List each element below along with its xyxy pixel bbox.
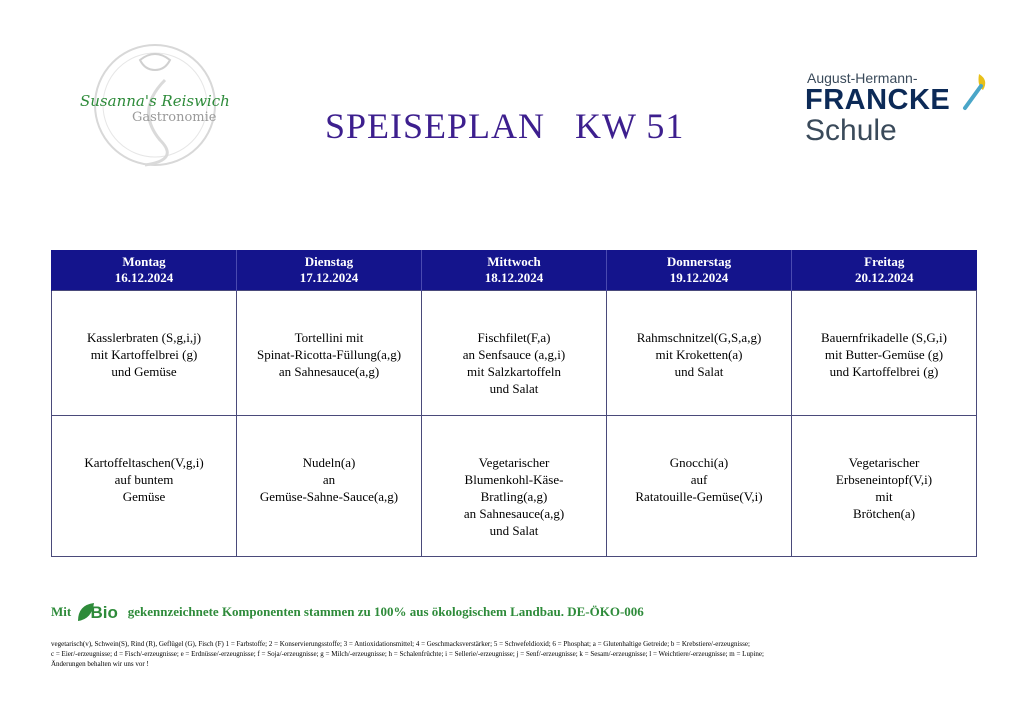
logo-susannas-reiswich xyxy=(70,40,240,170)
logo-francke-schule xyxy=(805,70,1005,150)
menu-line: Rahmschnitzel(G,S,a,g) xyxy=(636,330,762,345)
menu-line: Brötchen(a) xyxy=(852,506,916,521)
logo-right-mid: FRANCKE xyxy=(805,84,951,116)
menu-cell xyxy=(52,291,237,416)
logo-left-sub: Gastronomie xyxy=(132,110,217,125)
menu-line: Bauernfrikadelle (S,G,i) xyxy=(821,330,947,345)
menu-line: Kartoffeltaschen(V,g,i) xyxy=(84,455,204,470)
menu-line: mit Kroketten(a) xyxy=(655,347,743,362)
menu-line: Erbseneintopf(V,i) xyxy=(835,472,933,487)
menu-line: Spinat-Ricotta-Füllung(a,g) xyxy=(256,347,402,362)
day-name: Freitag xyxy=(864,254,905,269)
menu-line: an Sahnesauce(a,g) xyxy=(463,506,565,521)
day-date: 17.12.2024 xyxy=(299,270,359,285)
menu-line: mit Kartoffelbrei (g) xyxy=(90,347,198,362)
menu-cell xyxy=(237,416,422,557)
menu-line: auf buntem xyxy=(114,472,174,487)
title-week: KW 51 xyxy=(575,106,685,146)
bio-note xyxy=(51,603,644,623)
menu-line: Gemüse xyxy=(122,489,166,504)
day-header xyxy=(237,250,422,291)
day-header xyxy=(792,250,977,291)
menu-row xyxy=(52,291,977,416)
page-title xyxy=(325,105,684,147)
menu-cell xyxy=(792,291,977,416)
allergen-legend xyxy=(51,639,951,669)
menu-line: auf xyxy=(690,472,708,487)
logo-left-name: Susanna's Reiswich xyxy=(80,92,230,110)
day-header xyxy=(422,250,607,291)
menu-line: und Salat xyxy=(674,364,724,379)
menu-cell xyxy=(792,416,977,557)
menu-line: Fischfilet(F,a) xyxy=(477,330,551,345)
torch-icon xyxy=(957,72,993,112)
day-header-row xyxy=(52,250,977,291)
day-date: 19.12.2024 xyxy=(669,270,729,285)
day-header xyxy=(52,250,237,291)
menu-row xyxy=(52,416,977,557)
day-name: Dienstag xyxy=(304,254,354,269)
bio-prefix: Mit xyxy=(51,603,72,619)
legend-line: vegetarisch(v), Schwein(S), Rind (R), Geflügel (G), Fisch (F) 1 = Farbstoffe; 2 = Konservierungsstoffe; 3 = Antioxidationsmittel; 4 = Geschmacksverstärker; 5 = Schwefeldioxid; 6 = Phosphat; a = Glutenhaltige Getreide; b = Krebstiere/-erzeugnisse; xyxy=(51,640,750,648)
menu-line: mit xyxy=(875,489,893,504)
menu-line: Vegetarischer xyxy=(848,455,920,470)
menu-table xyxy=(51,250,977,557)
menu-line: und Gemüse xyxy=(111,364,177,379)
menu-cell xyxy=(607,291,792,416)
menu-cell xyxy=(237,291,422,416)
menu-line: Gnocchi(a) xyxy=(669,455,729,470)
day-date: 18.12.2024 xyxy=(484,270,544,285)
day-date: 20.12.2024 xyxy=(855,270,914,285)
day-name: Montag xyxy=(122,254,166,269)
menu-line: mit Salzkartoffeln xyxy=(467,364,561,379)
menu-line: an xyxy=(322,472,336,487)
bio-logo-text: Bio xyxy=(90,603,118,622)
legend-line: Änderungen behalten wir uns vor ! xyxy=(51,660,149,668)
menu-line: Vegetarischer xyxy=(478,455,550,470)
bio-logo xyxy=(76,603,122,623)
menu-line: mit Butter-Gemüse (g) xyxy=(824,347,944,362)
menu-line: und Salat xyxy=(489,523,539,538)
menu-line: an Senfsauce (a,g,i) xyxy=(462,347,566,362)
menu-line: an Sahnesauce(a,g) xyxy=(278,364,380,379)
logo-right-bot: Schule xyxy=(805,114,897,147)
menu-cell xyxy=(422,291,607,416)
menu-line: Kasslerbraten (S,g,i,j) xyxy=(86,330,202,345)
day-name: Mittwoch xyxy=(487,254,541,269)
menu-line: Bratling(a,g) xyxy=(480,489,548,504)
menu-line: Blumenkohl-Käse- xyxy=(464,472,564,487)
menu-cell xyxy=(52,416,237,557)
menu-cell xyxy=(607,416,792,557)
day-name: Donnerstag xyxy=(666,254,732,269)
legend-line: c = Eier/-erzeugnisse; d = Fisch/-erzeugnisse; e = Erdnüsse/-erzeugnisse; f = Soja/-erzeugnisse; g = Milch/-erzeugnisse; h = Schalenfrüchte; i = Sellerie/-erzeugnisse; j = Senf/-erzeugnisse; k = Sesam/-erzeugnisse; l = Weichtiere/-erzeugnisse; m = Lupine; xyxy=(51,650,764,658)
day-header xyxy=(607,250,792,291)
menu-line: und Kartoffelbrei (g) xyxy=(829,364,939,379)
menu-line: und Salat xyxy=(489,381,539,396)
menu-line: Ratatouille-Gemüse(V,i) xyxy=(635,489,763,504)
menu-line: Tortellini mit xyxy=(294,330,364,345)
logo-right-top: August-Hermann- xyxy=(807,70,918,86)
day-date: 16.12.2024 xyxy=(114,270,174,285)
menu-line: Gemüse-Sahne-Sauce(a,g) xyxy=(259,489,399,504)
menu-cell xyxy=(422,416,607,557)
bio-text: gekennzeichnete Komponenten stammen zu 100% aus ökologischem Landbau. DE-ÖKO-006 xyxy=(127,603,644,619)
menu-line: Nudeln(a) xyxy=(302,455,356,470)
title-main: SPEISEPLAN xyxy=(325,106,546,146)
